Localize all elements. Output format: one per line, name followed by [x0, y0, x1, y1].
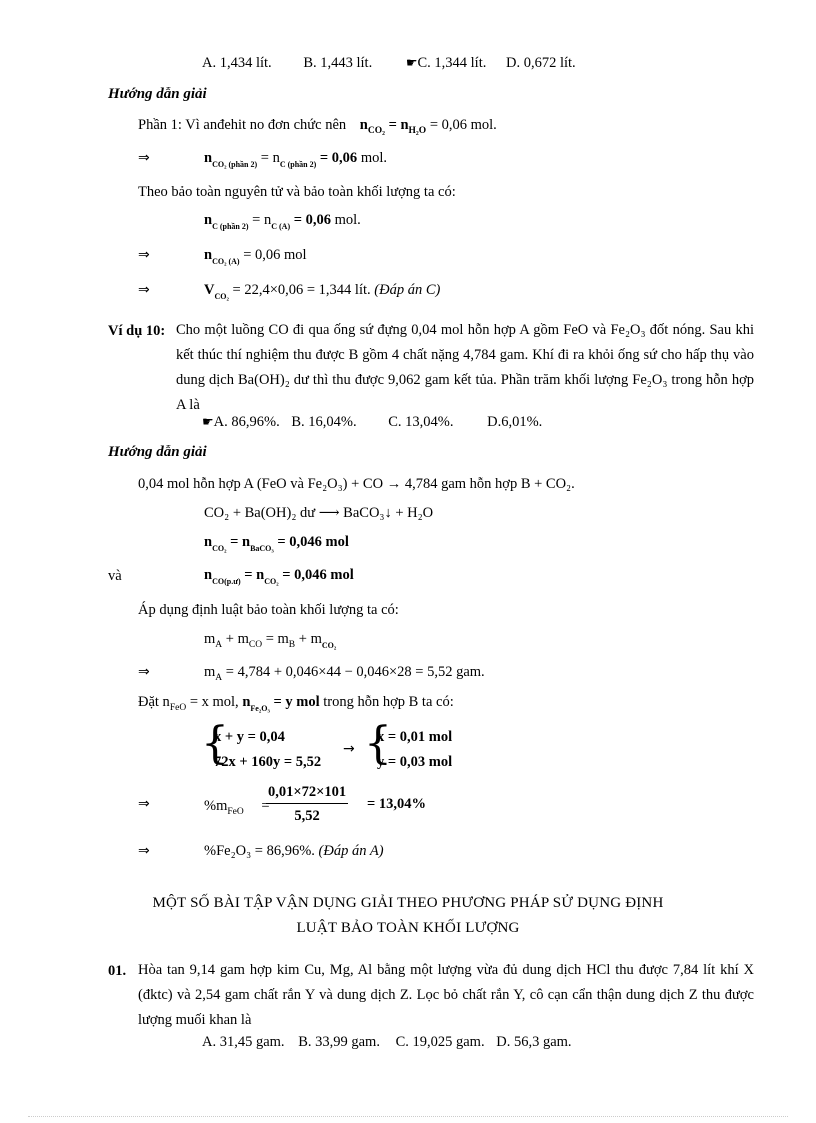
option-b: B. 16,04%. [291, 414, 357, 430]
sol10-line7: ⇒ $m_A = 4,784 + 0,046\times 44 - 0,046\times 28 = 5,52$ gam. [138, 664, 485, 683]
option-a: A. 86,96%. [213, 414, 280, 430]
right-arrow-icon: → [343, 741, 355, 757]
prev-question-options [202, 54, 576, 73]
sol10-va: và [108, 568, 122, 584]
implies-icon: ⇒ [138, 247, 150, 263]
section-title-line2: LUẬT BẢO TOÀN KHỐI LƯỢNG [296, 920, 520, 936]
option-a: A. 1,434 lít. [202, 55, 272, 71]
system2-row1: x = 0,01 mol [377, 729, 453, 745]
sol10-line10: ⇒ %Fe₂O₃ = 86,96%. (Đáp án A) [138, 843, 384, 859]
option-d: D. 0,672 lít. [506, 55, 576, 71]
sol9-line5: ⇒ $n_{CO_2 (A)} = 0,06$ mol [138, 247, 307, 266]
option-b: B. 33,99 gam. [298, 1034, 380, 1050]
option-c: C. 19,025 gam. [395, 1034, 485, 1050]
sol9-line1: Phần 1: Vì anđehit no đơn chức nên $n_{CO_2} = n_{H_2O} = 0,06$ mol. [138, 117, 497, 136]
option-a: A. 31,45 gam. [202, 1034, 285, 1050]
percent-result: = 13,04% [367, 796, 427, 812]
fraction [266, 784, 348, 825]
sol9-line3: Theo bảo toàn nguyên tử và bảo toàn khối lượng ta có: [138, 184, 456, 200]
left-brace-icon: { [201, 718, 229, 769]
implies-icon: ⇒ [138, 796, 150, 812]
sol10-line5: Áp dụng định luật bảo toàn khối lượng ta có: [138, 602, 399, 618]
guide-heading: Hướng dẫn giải [108, 86, 207, 102]
example-label: Ví dụ 10: [108, 323, 166, 339]
implies-icon: ⇒ [138, 664, 150, 680]
implies-icon: ⇒ [138, 150, 150, 166]
page-bottom-divider [28, 1116, 788, 1117]
sol10-line1: 0,04 mol hỗn hợp A (FeO và Fe₂O₃) + CO → 4,784 gam hỗn hợp B + CO₂. [138, 476, 575, 492]
option-d: D. 56,3 gam. [496, 1034, 572, 1050]
option-c: C. 1,344 lít. [417, 55, 487, 71]
implies-icon: ⇒ [138, 843, 150, 859]
option-c: C. 13,04%. [388, 414, 454, 430]
system2-row2: y = 0,03 mol [377, 754, 453, 770]
answer-flag-icon: ☛ [405, 56, 418, 71]
answer-flag-icon: ☛ [202, 415, 214, 430]
ex10-options [202, 413, 542, 432]
sol10-line9 [138, 795, 150, 813]
sol10-line4: $n_{CO(p.ư)} = n_{CO_2} = 0,046$ mol [204, 567, 354, 586]
percent-fe-label: $\%m_{FeO}$ = [204, 798, 270, 817]
sol9-line6: ⇒ $V_{CO_2} = 22,4\times 0,06 = 1,344$ lít. (Đáp án C) [138, 282, 441, 301]
fraction-denominator: 5,52 [294, 808, 320, 824]
option-d: D.6,01%. [487, 414, 543, 430]
option-b: B. 1,443 lít. [303, 55, 373, 71]
guide-heading: Hướng dẫn giải [108, 444, 207, 460]
sol9-line2: ⇒ $n_{CO_2 (phần 2)} = n_{C (phần 2)} = 0,06$ mol. [138, 150, 387, 169]
sol9-line4: $n_{C (phần 2)} = n_{C (A)} = 0,06$ mol. [204, 212, 361, 231]
example-text: Cho một luồng CO đi qua ống sứ đựng 0,04 mol hỗn hợp A gồm FeO và Fe₂O₃ đốt nóng. Sau khi kết thúc thí nghiệm thu được B gồm 4 chất nặng 4,784 gam. Khí đi ra khỏi ống sứ cho hấp thụ vào dung dịch Ba(OH)₂ dư thì thu được 9,062 gam kết tủa. Phần trăm khối lượng Fe₂O₃ trong hỗn hợp A là [176, 322, 754, 413]
exercise-label: 01. [108, 963, 127, 979]
sol10-line8: Đặt $n_{FeO} = x$ mol, $n_{Fe_2O_3} = y$ mol trong hỗn hợp B ta có: [138, 694, 454, 713]
sol10-line6: $m_A + m_{CO} = m_B + m_{CO_2}$ [204, 631, 337, 650]
system1-row1: x + y = 0,04 [214, 729, 285, 745]
sol10-reaction: CO₂ + Ba(OH)₂ dư ⟶ BaCO₃↓ + H₂O [204, 505, 434, 521]
exercise-text: Hòa tan 9,14 gam hợp kim Cu, Mg, Al bằng một lượng vừa đủ dung dịch HCl thu được 7,84 lít khí X (đktc) và 2,54 gam chất rắn Y và dung dịch Z. Lọc bỏ chất rắn Y, cô cạn cẩn thận dung dịch Z thu được lượng muối khan là [138, 962, 754, 1028]
sol10-line3: $n_{CO_2} = n_{BaCO_3} = 0,046$ mol [204, 534, 349, 553]
fraction-numerator: 0,01×72×101 [266, 784, 348, 804]
implies-icon: ⇒ [138, 282, 150, 298]
ex01-options [202, 1033, 572, 1051]
section-title-line1: MỘT SỐ BÀI TẬP VẬN DỤNG GIẢI THEO PHƯƠNG PHÁP SỬ DỤNG ĐỊNH [152, 895, 664, 911]
left-brace-icon: { [364, 718, 392, 769]
system1-row2: 72x + 160y = 5,52 [214, 754, 322, 770]
